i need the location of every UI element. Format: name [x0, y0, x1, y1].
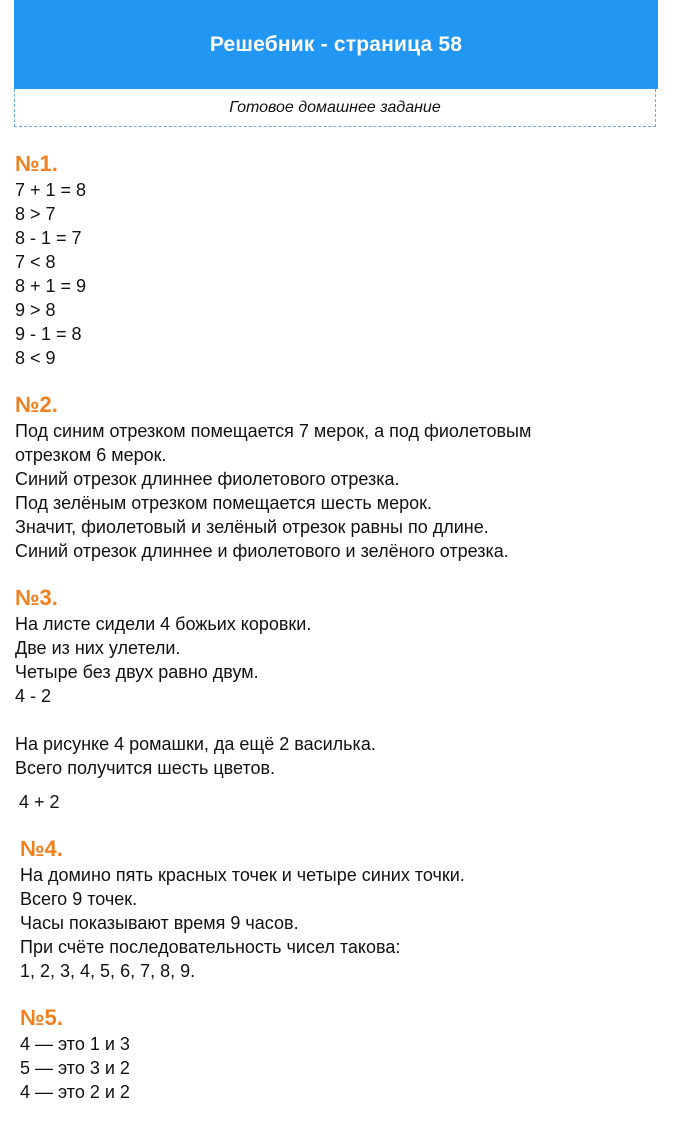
task-line: 1, 2, 3, 4, 5, 6, 7, 8, 9. — [20, 961, 196, 981]
task-line: При счёте последовательность чисел такова: — [20, 937, 401, 957]
task-title: №5. — [20, 1005, 63, 1030]
task-line: 4 + 2 — [19, 792, 60, 812]
task-line: Синий отрезок длиннее фиолетового отрезка. — [15, 469, 400, 489]
task-line: Часы показывают время 9 часов. — [20, 913, 299, 933]
task-line: Значит, фиолетовый и зелёный отрезок равны по длине. — [15, 517, 489, 537]
task-line: На домино пять красных точек и четыре синих точки. — [20, 865, 465, 885]
task-title: №3. — [15, 585, 58, 610]
task-line: Всего 9 точек. — [20, 889, 138, 909]
task-line: отрезком 6 мерок. — [15, 445, 167, 465]
page-header — [14, 0, 658, 89]
spacer — [15, 780, 665, 790]
task-2 — [15, 391, 665, 563]
task-title: №4. — [20, 836, 63, 861]
task-title: №1. — [15, 151, 58, 176]
task-line: Под зелёным отрезком помещается шесть мерок. — [15, 493, 433, 513]
task-line: 8 < 9 — [15, 348, 56, 368]
task-line: 5 — это 3 и 2 — [20, 1058, 130, 1078]
task-line: Под синим отрезком помещается 7 мерок, а под фиолетовым — [15, 421, 532, 441]
task-5 — [15, 1004, 665, 1104]
task-line: На рисунке 4 ромашки, да ещё 2 василька. — [15, 734, 376, 754]
task-title: №2. — [15, 392, 58, 417]
task-line: 9 - 1 = 8 — [15, 324, 82, 344]
page-title: Решебник - страница 58 — [209, 32, 463, 56]
task-line: Две из них улетели. — [15, 638, 181, 658]
solutions-content — [15, 150, 665, 1125]
task-line: 8 - 1 = 7 — [15, 228, 82, 248]
task-line: 9 > 8 — [15, 300, 56, 320]
task-3 — [15, 584, 665, 814]
page-subheader — [14, 89, 656, 127]
task-line: Всего получится шесть цветов. — [15, 758, 276, 778]
task-line: 4 — это 2 и 2 — [20, 1082, 130, 1102]
task-line: 8 > 7 — [15, 204, 56, 224]
task-line: 8 + 1 = 9 — [15, 276, 87, 296]
page-subtitle: Готовое домашнее задание — [229, 98, 441, 116]
task-1 — [15, 150, 665, 370]
spacer — [15, 708, 665, 732]
task-line: 4 — это 1 и 3 — [20, 1034, 130, 1054]
task-line: Четыре без двух равно двум. — [15, 662, 259, 682]
task-line: 7 < 8 — [15, 252, 56, 272]
task-line: 7 + 1 = 8 — [15, 180, 87, 200]
task-line: На листе сидели 4 божьих коровки. — [15, 614, 312, 634]
task-4 — [15, 835, 665, 983]
task-line: 4 - 2 — [15, 686, 52, 706]
task-line: Синий отрезок длиннее и фиолетового и зелёного отрезка. — [15, 541, 509, 561]
